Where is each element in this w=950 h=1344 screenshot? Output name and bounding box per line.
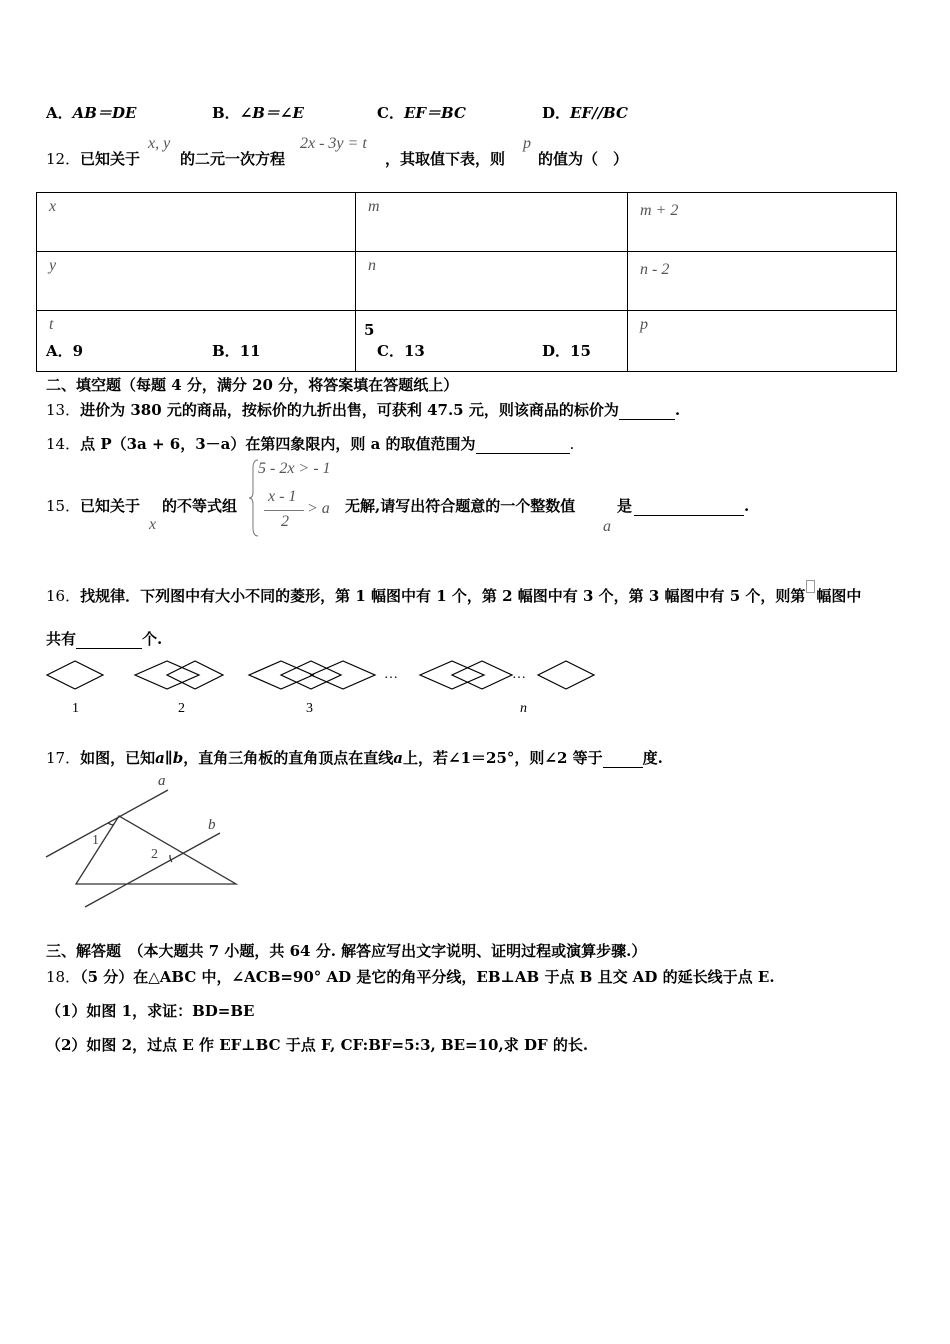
q13-answer-blank[interactable] — [619, 401, 675, 420]
q13-text: 进价为 380 元的商品，按标价的九折出售，可获利 47.5 元，则该商品的标价为 — [80, 401, 619, 419]
q14-answer-blank[interactable] — [476, 435, 570, 454]
q11-option-b-letter: B． — [212, 104, 240, 122]
q11-option-a-content: AB＝DE — [72, 104, 137, 122]
label-b: b — [208, 817, 216, 833]
q12-value-table — [36, 192, 897, 372]
q15-var-x: x — [149, 516, 157, 533]
q15-text-a: 已知关于 — [80, 497, 141, 515]
q12-text-c: ，其取值下表，则 — [385, 150, 506, 168]
table-cell: p — [640, 316, 648, 333]
q16-line1 — [46, 580, 861, 606]
line-a — [46, 790, 168, 857]
q12-var-p: p — [523, 135, 531, 152]
q11-option-d-letter: D． — [542, 104, 571, 122]
q12-text-b: 的二元一次方程 — [180, 150, 286, 168]
q18-text: （5 分）在△ABC 中，∠ACB=90° AD 是它的角平分线，EB⊥AB 于点 B 且交 AD 的延长线于点 E. — [80, 968, 775, 986]
q13-number: 13． — [46, 401, 81, 419]
q12-option-c — [377, 340, 425, 361]
q17-parallel: a∥b — [155, 749, 184, 767]
q14-text: 点 P（3a + 6，3－a）在第四象限内，则 a 的取值范围为 — [80, 435, 476, 453]
q12-equation: 2x - 3y = t — [300, 135, 367, 152]
table-cell: y — [49, 257, 57, 274]
label-1: 1 — [92, 833, 99, 848]
q12-option-a — [46, 340, 83, 361]
q15-inequality-1: 5 - 2x > - 1 — [258, 460, 331, 477]
q12-option-a-letter: A． — [46, 342, 73, 360]
q11-option-a-letter: A． — [46, 104, 73, 122]
q16-rhombus-figure — [40, 650, 610, 725]
q12-option-b-letter: B． — [212, 342, 240, 360]
q17-text-a: 如图，已知 — [80, 749, 156, 767]
q16-text: 找规律．下列图中有大小不同的菱形，第 1 幅图中有 1 个，第 2 幅图中有 3 个，第 3 幅图中有 5 个，则第 — [80, 587, 806, 605]
q11-option-a — [46, 102, 136, 123]
q17-var-a: a — [393, 749, 404, 767]
figure-label-2: 2 — [178, 701, 185, 716]
q15-text-b: 的不等式组 — [162, 497, 238, 515]
table-cell: x — [49, 198, 57, 215]
rhombus-shape — [47, 661, 103, 689]
q15-fraction-rhs: > a — [307, 500, 330, 517]
q13 — [46, 399, 680, 420]
table-row — [37, 311, 897, 372]
q12-option-d-letter: D． — [542, 342, 571, 360]
q15-end: . — [744, 497, 750, 515]
q12-option-d — [542, 340, 591, 361]
q11-option-c-letter: C． — [377, 104, 404, 122]
figure-label-3: 3 — [306, 701, 313, 716]
q12-option-c-letter: C． — [377, 342, 404, 360]
q12-option-d-content: 15 — [570, 342, 591, 360]
ellipsis-dots: … — [384, 667, 398, 682]
q12-text-a: 已知关于 — [80, 150, 141, 168]
q18 — [46, 966, 775, 987]
table-row — [37, 252, 897, 311]
table-cell: n - 2 — [640, 261, 670, 278]
q15-number: 15． — [46, 497, 81, 515]
q17-text-b: ，直角三角板的直角顶点在直线 — [183, 749, 394, 767]
table-cell: t — [49, 316, 54, 333]
figure-label-1: 1 — [72, 701, 79, 716]
q15-fraction-bar — [264, 510, 304, 511]
q11-option-c-content: EF＝BC — [403, 104, 466, 122]
q11-option-d-content: EF//BC — [570, 104, 628, 122]
q17-answer-blank[interactable] — [603, 749, 643, 768]
q11-option-c — [377, 102, 466, 123]
q16-answer-blank[interactable] — [76, 630, 142, 649]
q11-option-b-content: ∠B＝∠E — [239, 104, 304, 122]
q17-text-c: 上，若∠1＝25°，则∠2 等于 — [403, 749, 603, 767]
table-row — [37, 193, 897, 252]
section-3-title: 三、解答题 （本大题共 7 小题，共 64 分. 解答应写出文字说明、证明过程或演算步骤.） — [46, 942, 647, 960]
q11-option-b — [212, 102, 304, 123]
label-2: 2 — [151, 847, 158, 862]
q12-text-d: 的值为（ ） — [538, 150, 629, 168]
q18-number: 18． — [46, 968, 81, 986]
q16-line2 — [46, 628, 162, 649]
table-cell: m + 2 — [640, 202, 679, 219]
q13-end: . — [674, 401, 681, 419]
q12-option-c-content: 13 — [403, 342, 425, 360]
q12-number: 12． — [46, 150, 81, 168]
q15-text-d: 是 — [617, 497, 633, 515]
rhombus-shape — [538, 661, 594, 689]
q18-part-2: （2）如图 2，过点 E 作 EF⊥BC 于点 F, CF:BF=5:3, BE=10,求 DF 的长. — [46, 1036, 589, 1054]
line-b — [85, 833, 220, 907]
q12-vars: x, y — [148, 135, 171, 152]
q15-answer-blank[interactable] — [634, 497, 744, 516]
q17-end: 度. — [642, 749, 663, 767]
q14-end: . — [569, 435, 575, 453]
q14 — [46, 433, 574, 454]
q17-triangle-figure — [40, 765, 240, 915]
q15-text-c: 无解,请写出符合题意的一个整数值 — [345, 497, 576, 515]
table-cell: n — [368, 257, 376, 274]
q16-line2-end: 个. — [142, 630, 163, 648]
q15-fraction-denominator: 2 — [281, 513, 289, 530]
q12-option-b — [212, 340, 261, 361]
q18-part-1: （1）如图 1，求证：BD=BE — [46, 1002, 255, 1020]
figure-label-n: n — [520, 701, 527, 716]
q17-number: 17． — [46, 749, 81, 767]
section-2-title: 二、填空题（每题 4 分，满分 20 分，将答案填在答题纸上） — [46, 376, 459, 394]
q16-missing-glyph-box — [806, 580, 815, 593]
ellipsis-dots: … — [512, 667, 526, 682]
q15-answer — [617, 495, 749, 516]
q16-text-end: 幅图中 — [816, 587, 862, 605]
q16-line2-text: 共有 — [46, 630, 77, 648]
q15-fraction-numerator: x - 1 — [268, 488, 297, 505]
angle-1-arc — [108, 823, 114, 825]
q16-number: 16． — [46, 587, 81, 605]
table-cell: 5 — [364, 321, 375, 339]
q12-option-a-content: 9 — [72, 342, 84, 360]
q14-number: 14． — [46, 435, 81, 453]
q12-option-b-content: 11 — [239, 342, 261, 360]
label-a: a — [158, 773, 166, 789]
q15-var-a: a — [603, 518, 611, 535]
q11-option-d — [542, 102, 628, 123]
table-cell: m — [368, 198, 380, 215]
